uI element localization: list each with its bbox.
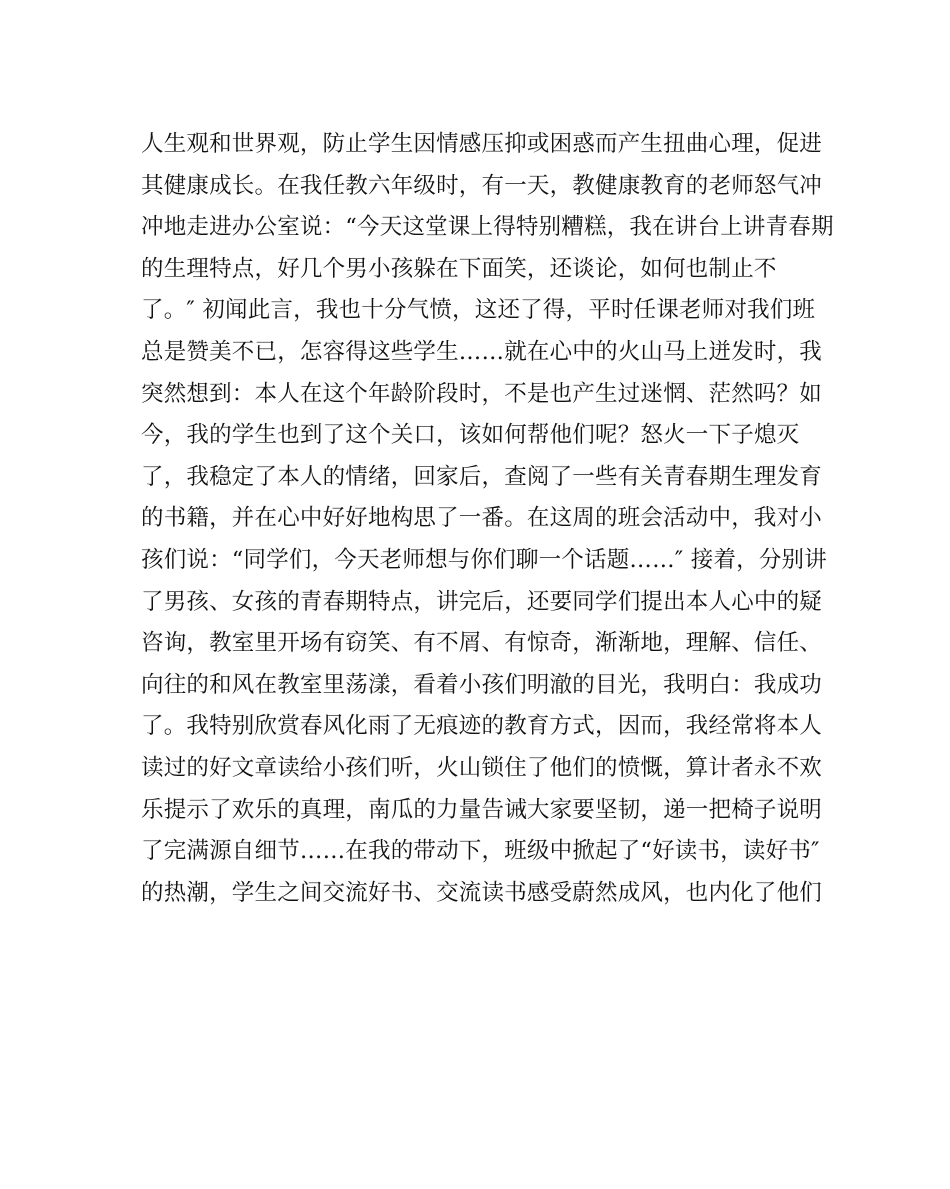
- text-line: 冲地走进办公室说：“今天这堂课上得特别糟糕，我在讲台上讲青春期: [141, 214, 834, 241]
- text-line: 咨询，教室里开场有窃笑、有不屑、有惊奇，渐渐地，理解、信任、: [141, 630, 823, 657]
- text-line: 了完满源自细节……在我的带动下，班级中掀起了“好读书，读好书″: [141, 838, 820, 865]
- text-line: 总是赞美不已，怎容得这些学生……就在心中的火山马上迸发时，我: [141, 338, 823, 365]
- text-line: 孩们说：“同学们，今天老师想与你们聊一个话题……″ 接着，分别讲: [141, 546, 827, 573]
- text-line: 的书籍，并在心中好好地构思了一番。在这周的班会活动中，我对小: [141, 505, 823, 532]
- text-line: 了。″ 初闻此言，我也十分气愤，这还了得，平时任课老师对我们班: [141, 297, 816, 324]
- text-line: 向往的和风在教室里荡漾，看着小孩们明澈的目光，我明白：我成功: [141, 671, 823, 698]
- text-line: 其健康成长。在我任教六年级时，有一天，教健康教育的老师怒气冲: [141, 172, 823, 199]
- text-line: 的热潮，学生之间交流好书、交流读书感受蔚然成风，也内化了他们: [141, 879, 823, 906]
- text-line: 了，我稳定了本人的情绪，回家后，查阅了一些有关青春期生理发育: [141, 463, 823, 490]
- text-line: 人生观和世界观，防止学生因情感压抑或困惑而产生扭曲心理，促进: [141, 131, 823, 157]
- text-line: 读过的好文章读给小孩们听，火山锁住了他们的愤慨，算计者永不欢: [141, 754, 823, 781]
- text-line: 乐提示了欢乐的真理，南瓜的力量告诫大家要坚韧，递一把椅子说明: [141, 796, 823, 823]
- body-text: [141, 124, 834, 914]
- text-line: 了。我特别欣赏春风化雨了无痕迹的教育方式，因而，我经常将本人: [141, 713, 823, 740]
- text-line: 突然想到：本人在这个年龄阶段时，不是也产生过迷惘、茫然吗？如: [141, 380, 823, 407]
- text-line: 今，我的学生也到了这个关口，该如何帮他们呢？怒火一下子熄灭: [141, 422, 800, 449]
- text-line: 的生理特点，好几个男小孩躲在下面笑，还谈论，如何也制止不: [141, 255, 777, 282]
- text-line: 了男孩、女孩的青春期特点，讲完后，还要同学们提出本人心中的疑: [141, 588, 823, 615]
